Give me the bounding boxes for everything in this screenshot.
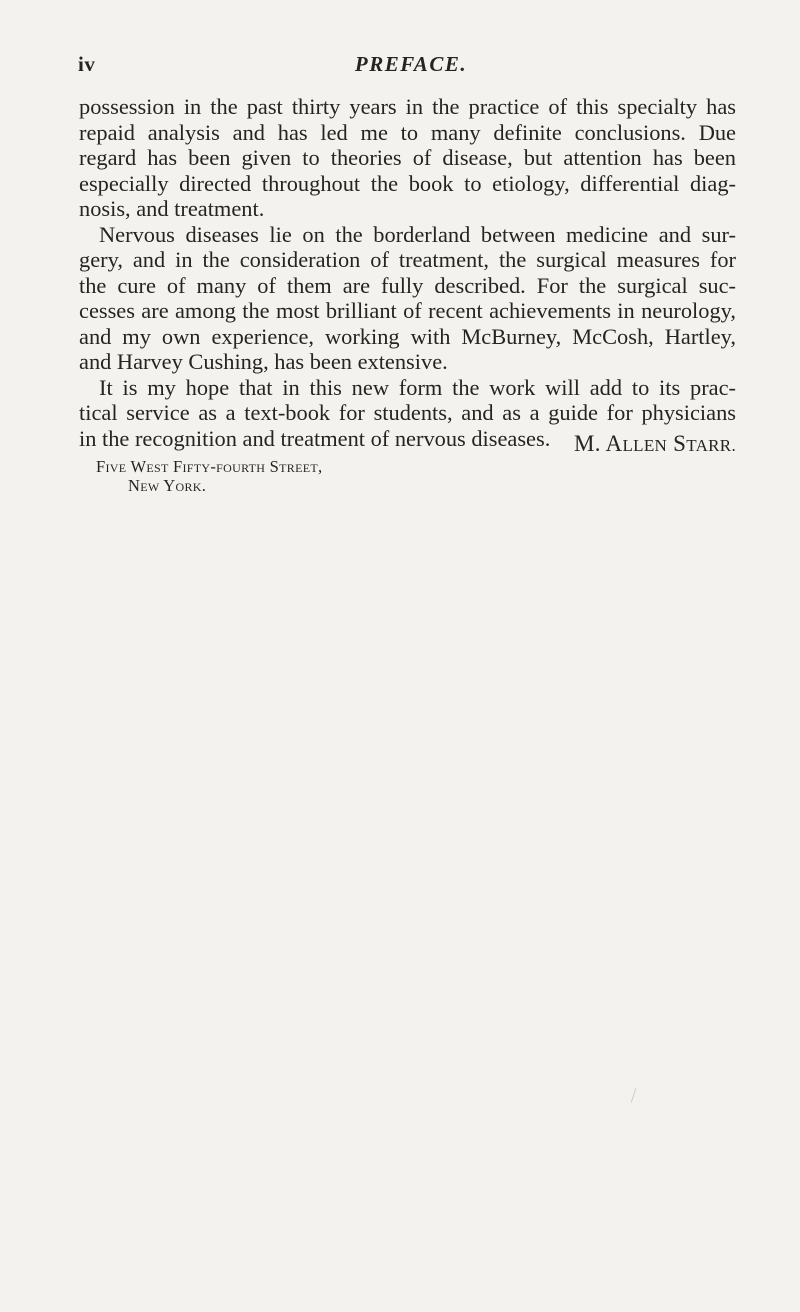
signature-last-rest: TARR. bbox=[686, 436, 736, 455]
author-address bbox=[96, 457, 322, 495]
running-head bbox=[78, 52, 734, 78]
address-city: New York. bbox=[128, 476, 207, 495]
paper-blemish bbox=[631, 1088, 637, 1103]
body-line: regard has been given to theories of disease, but attention has been bbox=[79, 145, 736, 170]
signature-last-cap: S bbox=[673, 431, 687, 456]
body-line: and Harvey Cushing, has been extensive. bbox=[79, 349, 448, 374]
author-signature bbox=[468, 431, 736, 457]
body-line: nosis, and treatment. bbox=[79, 196, 265, 221]
body-line: and my own experience, working with McBurney, McCosh, Hartley, bbox=[79, 323, 736, 349]
preface-body bbox=[79, 94, 736, 451]
signature-initial: M. bbox=[573, 431, 601, 456]
signature-first-rest: LLEN bbox=[622, 436, 668, 455]
running-title: PREFACE. bbox=[354, 52, 468, 76]
body-line: It is my hope that in this new form the work will add to its prac- bbox=[99, 374, 736, 400]
body-line: Nervous diseases lie on the borderland between medicine and sur- bbox=[99, 221, 736, 247]
signature-first-cap: A bbox=[605, 431, 623, 456]
address-street: Five West Fifty-fourth Street, bbox=[96, 457, 323, 476]
body-line: the cure of many of them are fully described. For the surgical suc- bbox=[79, 272, 736, 298]
body-line: possession in the past thirty years in the practice of this specialty has bbox=[79, 94, 736, 119]
body-line: especially directed throughout the book to etiology, differential diag- bbox=[79, 170, 736, 196]
body-line: gery, and in the consideration of treatment, the surgical measures for bbox=[79, 247, 736, 272]
page-number: iv bbox=[78, 52, 96, 76]
body-line: in the recognition and treatment of nervous diseases. bbox=[79, 425, 551, 451]
body-line: cesses are among the most brilliant of recent achievements in neurology, bbox=[79, 298, 736, 323]
body-line: repaid analysis and has led me to many definite conclusions. Due bbox=[79, 119, 736, 145]
body-line: tical service as a text-book for students, and as a guide for physicians bbox=[79, 400, 736, 425]
